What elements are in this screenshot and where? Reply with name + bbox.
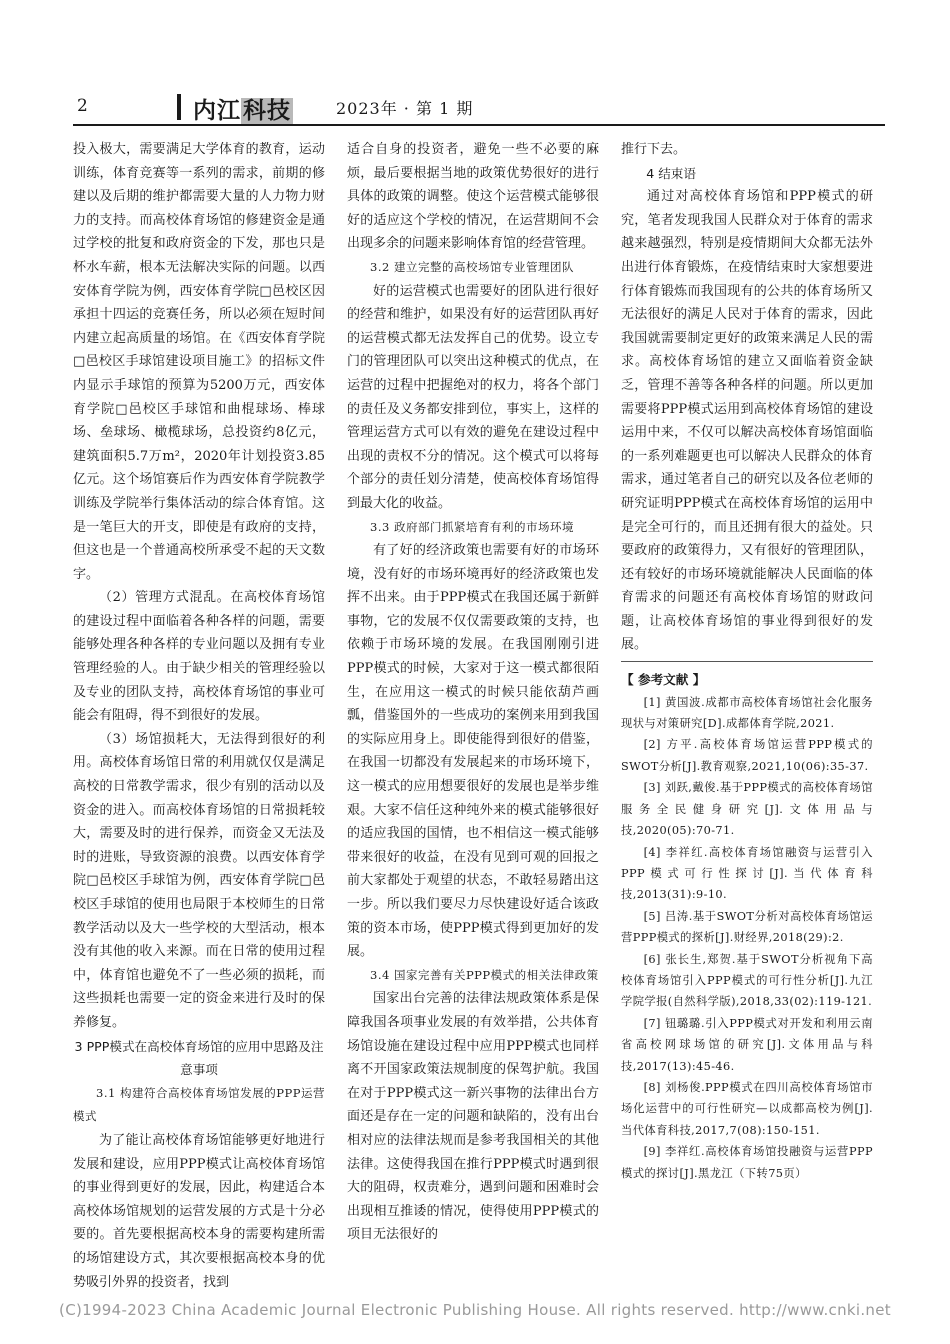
page-number: 2 [77,96,88,116]
header-divider [177,94,181,120]
header-rule [73,124,885,126]
reference-item: [6] 张长生,郑贺.基于SWOT分析视角下高校体育场馆引入PPP模式的可行性分析[J].九江学院学报(自然科学版),2018,33(02):119-121. [621,952,873,1009]
issue-label: 2023年 · 第 1 期 [336,99,474,118]
subsection-heading: 3.3 政府部门抓紧培育有利的市场环境 [370,519,574,534]
subsection-heading: 3.1 构建符合高校体育场馆发展的PPP运营模式 [73,1085,325,1124]
paragraph: （2）管理方式混乱。在高校体育场馆的建设过程中面临着各种各样的问题，需要能够处理各种各样的专业问题以及拥有专业管理经验的人。由于缺少相关的管理经验以及专业的团队支持，高校体育场馆的事业可能会有阻碍，得不到很好的发展。 [73,590,325,724]
subsection-heading: 3.2 建立完整的高校场馆专业管理团队 [370,259,574,274]
column-3 [621,138,873,1184]
paragraph: 好的运营模式也需要好的团队进行很好的经营和维护，如果没有好的运营团队再好的运营模式都无法发挥自己的优势。设立专门的管理团队可以突出这种模式的优点，在运营的过程中把握绝对的权力，将各个部门的责任及义务都安排到位，事实上，这样的管理运营方式可以有效的避免在建设过程中出现的责权不分的情况。这个模式可以将每个部分的责任划分清楚，使高校体育场馆得到最大化的收益。 [347,283,599,511]
copyright-footer: (C)1994-2023 China Academic Journal Electronic Publishing House. All rights reserved. http://www.cnki.net [59,1301,891,1319]
journal-name-a: 内江 [193,98,241,124]
column-1 [73,138,325,1294]
paragraph: （3）场馆损耗大，无法得到很好的利用。高校体育场馆日常的利用就仅仅是满足高校的日常教学需求，很少有别的活动以及资金的进入。而高校体育场馆的日常损耗较大，需要及时的进行保养，而资金又无法及时的进账，导致资源的浪费。以西安体育学院□邑校区手球馆为例，西安体育学院□邑校区手球馆的使用也局限于本校师生的日常教学活动以及大一些学校的大型活动，根本没有其他的收入来源。而在日常的使用过程中，体育馆也避免不了一些必须的损耗，而这些损耗也需要一定的资金来进行及时的保养修复。 [73,731,325,1030]
references-rule [621,661,873,662]
reference-item: [9] 李祥红.高校体育场馆投融资与运营PPP模式的探讨[J].黑龙江（下转75页） [621,1145,873,1180]
journal-logo [193,92,293,125]
journal-name-b: 科技 [243,98,291,124]
paragraph: 有了好的经济政策也需要有好的市场环境，没有好的市场环境再好的经济政策也发挥不出来。由于PPP模式在我国还属于新鲜事物，它的发展不仅仅需要政策的支持，也依赖于市场环境的发展。在我国刚刚引进PPP模式的时候，大家对于这一模式都很陌生，在应用这一模式的时候只能依葫芦画瓢，借鉴国外的一些成功的案例来用到我国的实际应用身上。即使能得到很好的借鉴，在我国一切都没有发展起来的市场环境下，这一模式的应用想要很好的发展也是举步维艰。大家不信任这种纯外来的模式能够很好的适应我国的国情，也不相信这一模式能够带来很好的收益，在没有见到可观的回报之前大家都处于观望的状态，不敢轻易踏出这一步。所以我们要尽力尽快建设好适合该政策的资本市场，使PPP模式得到更加好的发展。 [347,543,599,960]
section-heading: 4 结束语 [646,165,696,181]
reference-item: [4] 李祥红.高校体育场馆融资与运营引入PPP模式可行性探讨[J].当代体育科技,2013(31):9-10. [621,845,873,902]
paragraph: 为了能让高校体育场馆能够更好地进行发展和建设，应用PPP模式让高校体育场馆的事业得到更好的发展，因此，构建适合本高校体场馆规划的运营发展的方式是十分必要的。首先要根据高校本身的需要构建所需的场馆建设方式，其次要根据高校本身的优势吸引外界的投资者，找到 [73,1132,325,1290]
reference-item: [1] 黄国波.成都市高校体育场馆社会化服务现状与对策研究[D].成都体育学院,2021. [621,695,873,731]
column-2 [347,138,599,1247]
reference-item: [2] 方平.高校体育场馆运营PPP模式的SWOT分析[J].教育观察,2021,10(06):35-37. [621,738,873,773]
reference-item: [8] 刘杨俊.PPP模式在四川高校体育场馆市场化运营中的可行性研究—以成都高校为例[J].当代体育科技,2017,7(08):150-151. [621,1080,873,1137]
paragraph: 通过对高校体育场馆和PPP模式的研究，笔者发现我国人民群众对于体育的需求越来越强烈，特别是疫情期间大众都无法外出进行体育锻炼，在疫情结束时大家想要进行体育锻炼而我国现有的公共的体育场所又无法很好的满足人民对于体育的需求，因此我国就需要制定更好的政策来满足人民的需求。高校体育场馆的建立又面临着资金缺乏，管理不善等各种各样的问题。所以更加需要将PPP模式运用到高校体育场馆的建设运用中来，不仅可以解决高校体育场馆面临的一系列难题更也可以解决人民群众的体育需求，通过笔者自己的研究以及各位老师的研究证明PPP模式在高校体育场馆的运用中是完全可行的，而且还拥有很大的益处。只要政府的政策得力，又有很好的管理团队，还有较好的市场环境就能解决人民面临的体育需求的问题还有高校体育场馆的财政问题，让高校体育场馆的事业得到很好的发展。 [621,189,873,653]
reference-item: [5] 吕涛.基于SWOT分析对高校体育场馆运营PPP模式的探析[J].财经界,2018(29):2. [621,909,873,945]
paragraph: 投入极大，需要满足大学体育的教育，运动训练，体育竞赛等一系列的需求，前期的修建以及后期的维护都需要大量的人力物力财力的支持。而高校体育场馆的修建资金是通过学校的批复和政府资金的下发，那也只是杯水车薪，根本无法解决实际的问题。以西安体育学院为例，西安体育学院□邑校区因承担十四运的竞赛任务，所以必须在短时间内建立起高质量的场馆。在《西安体育学院□邑校区手球馆建设项目施工》的招标文件内显示手球馆的预算为5200万元，西安体育学院□邑校区手球馆和曲棍球场、棒球场、垒球场、橄榄球场，总投资约8亿元，建筑面积5.7万m²，2020年计划投资3.85亿元。这个场馆赛后作为西安体育学院教学训练及学院举行集体活动的综合体育馆。这是一笔巨大的开支，即使是有政府的支持，但这也是一个普通高校所承受不起的天文数字。 [73,142,325,582]
references-title: 【 参考文献 】 [621,672,706,688]
paragraph: 适合自身的投资者，避免一些不必要的麻烦，最后要根据当地的政策优势很好的进行具体的政策的调整。使这个运营模式能够很好的适应这个学校的情况，在运营期间不会出现多余的问题来影响体育馆的经营管理。 [347,142,599,252]
reference-item: [7] 钮璐璐.引入PPP模式对开发和利用云南省高校网球场馆的研究[J].文体用品与科技,2017(13):45-46. [621,1016,873,1073]
subsection-heading: 3.4 国家完善有关PPP模式的相关法律政策 [370,967,599,982]
section-heading: 3 PPP模式在高校体育场馆的应用中思路及注意事项 [74,1038,324,1078]
page-header [73,92,885,122]
reference-item: [3] 刘跃,戴俊.基于PPP模式的高校体育场馆服务全民健身研究[J].文体用品与技,2020(05):70-71. [621,781,873,838]
paragraph: 国家出台完善的法律法规政策体系是保障我国各项事业发展的有效举措，公共体育场馆设施在建设过程中应用PPP模式也同样离不开国家政策法规制度的保驾护航。我国在对于PPP模式这一新兴事物的法律出台方面还是存在一定的问题和缺陷的，没有出台相对应的法律法规而是参考我国相关的其他法律。这使得我国在推行PPP模式时遇到很大的阻碍，权责难分，遇到问题和困难时会出现相互推诿的情况，使得使用PPP模式的项目无法很好的 [347,991,599,1243]
paragraph: 推行下去。 [621,142,687,157]
